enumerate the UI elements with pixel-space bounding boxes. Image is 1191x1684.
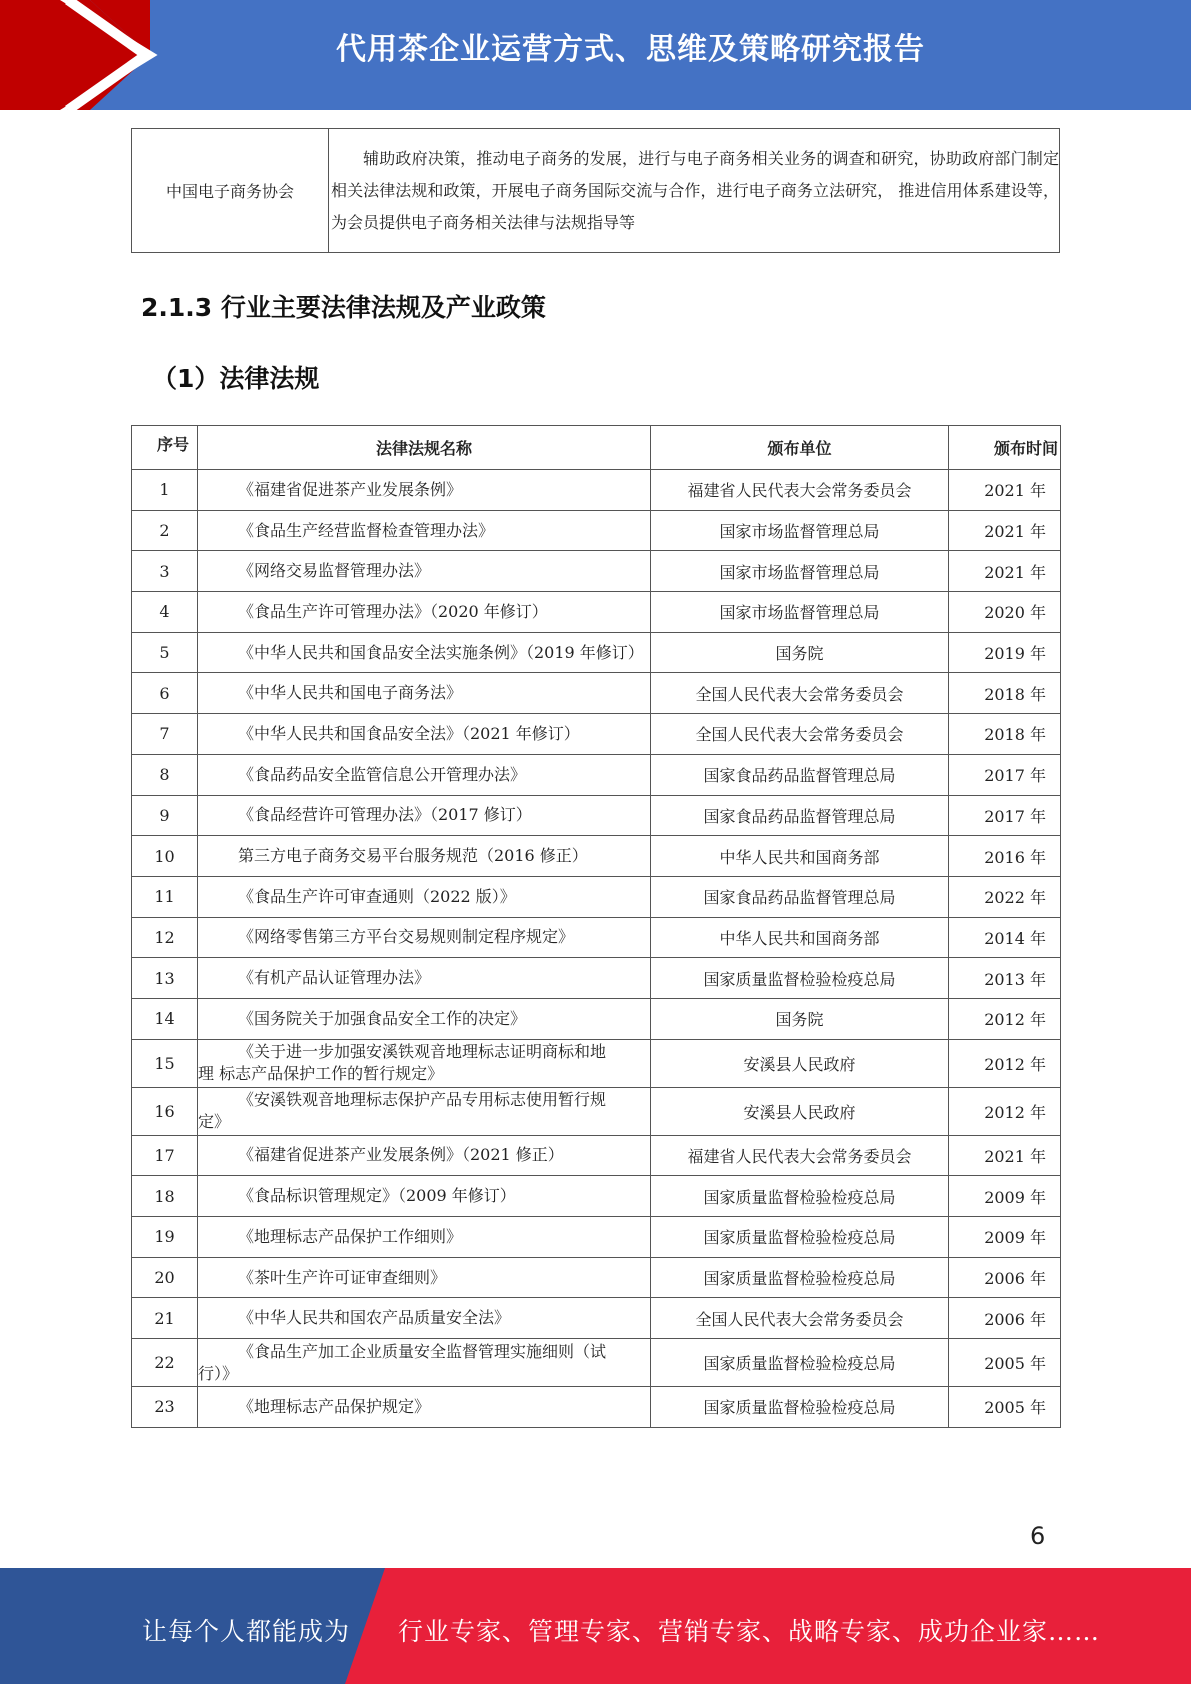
cell-no: 21 — [132, 1298, 198, 1339]
table-row — [132, 129, 1060, 253]
cell-issuer: 国家市场监督管理总局 — [651, 592, 949, 633]
cell-issuer: 全国人民代表大会常务委员会 — [651, 1298, 949, 1339]
cell-law-name — [198, 592, 651, 633]
cell-issuer: 福建省人民代表大会常务委员会 — [651, 1135, 949, 1176]
cell-issuer: 中华人民共和国商务部 — [651, 836, 949, 877]
footer-banner — [0, 1568, 1191, 1684]
cell-no: 5 — [132, 632, 198, 673]
document-title: 代用茶企业运营方式、思维及策略研究报告 — [336, 32, 925, 67]
cell-issuer: 国家质量监督检验检疫总局 — [651, 1217, 949, 1258]
law-name-text: 《中华人民共和国食品安全法》（2021 年修订） — [238, 723, 580, 743]
section-heading: 2.1.3 行业主要法律法规及产业政策 — [141, 293, 546, 322]
law-name-line: 理 标志产品保护工作的暂行规定》 — [198, 1064, 444, 1084]
cell-date: 2006 年 — [949, 1298, 1061, 1339]
cell-no: 16 — [132, 1087, 198, 1135]
table-row — [132, 592, 1061, 633]
table-row — [132, 1387, 1061, 1428]
cell-law-name — [198, 1387, 651, 1428]
cell-law-name — [198, 1298, 651, 1339]
cell-law-name — [198, 876, 651, 917]
cell-no: 22 — [132, 1339, 198, 1387]
cell-date: 2021 年 — [949, 510, 1061, 551]
table-row — [132, 470, 1061, 511]
cell-issuer: 国家市场监督管理总局 — [651, 551, 949, 592]
cell-law-name — [198, 1176, 651, 1217]
org-description-cell — [329, 129, 1060, 253]
cell-no: 3 — [132, 551, 198, 592]
law-name-text: 第三方电子商务交易平台服务规范（2016 修正） — [238, 846, 588, 866]
law-name-text: 《食品标识管理规定》（2009 年修订） — [238, 1186, 516, 1206]
table-row — [132, 958, 1061, 999]
cell-no: 23 — [132, 1387, 198, 1428]
table-row — [132, 917, 1061, 958]
law-name-text: 《福建省促进茶产业发展条例》（2021 修正） — [238, 1145, 564, 1165]
law-name-text: 《地理标志产品保护规定》 — [238, 1396, 431, 1416]
law-name-text: 《福建省促进茶产业发展条例》 — [238, 479, 463, 499]
cell-date: 2019 年 — [949, 632, 1061, 673]
cell-date: 2014 年 — [949, 917, 1061, 958]
table-row — [132, 1217, 1061, 1258]
law-name-line: 行）》 — [198, 1363, 239, 1383]
header-banner — [0, 0, 1191, 110]
cell-date: 2016 年 — [949, 836, 1061, 877]
table-row — [132, 632, 1061, 673]
cell-law-name — [198, 1217, 651, 1258]
cell-date: 2022 年 — [949, 876, 1061, 917]
cell-no: 20 — [132, 1257, 198, 1298]
cell-date: 2017 年 — [949, 795, 1061, 836]
law-name-text: 《中华人民共和国农产品质量安全法》 — [238, 1308, 511, 1328]
cell-law-name — [198, 1135, 651, 1176]
org-name-cell: 中国电子商务协会 — [132, 129, 329, 253]
law-name-text: 《食品经营许可管理办法》（2017 修订） — [238, 805, 532, 825]
table-row — [132, 876, 1061, 917]
cell-date: 2021 年 — [949, 551, 1061, 592]
cell-law-name — [198, 836, 651, 877]
table-row — [132, 1135, 1061, 1176]
cell-no: 19 — [132, 1217, 198, 1258]
law-name-text: 《食品药品安全监管信息公开管理办法》 — [238, 764, 527, 784]
cell-date: 2006 年 — [949, 1257, 1061, 1298]
cell-law-name — [198, 795, 651, 836]
cell-law-name — [198, 714, 651, 755]
cell-issuer: 全国人民代表大会常务委员会 — [651, 673, 949, 714]
law-name-text: 《网络交易监督管理办法》 — [238, 561, 431, 581]
table-row — [132, 795, 1061, 836]
cell-law-name — [198, 754, 651, 795]
cell-no: 12 — [132, 917, 198, 958]
cell-no: 7 — [132, 714, 198, 755]
cell-law-name — [198, 1039, 651, 1087]
table-header-row — [132, 426, 1061, 470]
law-name-text: 《食品生产经营监督检查管理办法》 — [238, 520, 495, 540]
cell-law-name — [198, 632, 651, 673]
cell-issuer: 国家质量监督检验检疫总局 — [651, 1387, 949, 1428]
law-name-text: 《茶叶生产许可证审查细则》 — [238, 1267, 447, 1287]
cell-date: 2021 年 — [949, 470, 1061, 511]
table-row — [132, 1039, 1061, 1087]
cell-date: 2005 年 — [949, 1387, 1061, 1428]
header-name: 法律法规名称 — [198, 426, 651, 470]
cell-law-name — [198, 510, 651, 551]
table-row — [132, 714, 1061, 755]
footer-slogan-right: 行业专家、管理专家、营销专家、战略专家、成功企业家…… — [398, 1617, 1101, 1646]
law-name-line: 定》 — [198, 1112, 231, 1132]
cell-date: 2012 年 — [949, 1039, 1061, 1087]
cell-law-name — [198, 470, 651, 511]
cell-no: 15 — [132, 1039, 198, 1087]
cell-law-name — [198, 673, 651, 714]
law-name-text: 《国务院关于加强食品安全工作的决定》 — [238, 1008, 527, 1028]
law-name-text: 《中华人民共和国电子商务法》 — [238, 683, 463, 703]
law-name-line: 《安溪铁观音地理标志保护产品专用标志使用暂行规 — [238, 1090, 607, 1110]
cell-date: 2012 年 — [949, 998, 1061, 1039]
law-name-text: 《地理标志产品保护工作细则》 — [238, 1226, 463, 1246]
table-row — [132, 836, 1061, 877]
cell-no: 13 — [132, 958, 198, 999]
header-date: 颁布时间 — [949, 426, 1061, 470]
cell-law-name — [198, 958, 651, 999]
cell-no: 1 — [132, 470, 198, 511]
cell-issuer: 国家食品药品监督管理总局 — [651, 795, 949, 836]
cell-no: 18 — [132, 1176, 198, 1217]
cell-no: 10 — [132, 836, 198, 877]
law-table — [131, 425, 1061, 1428]
cell-no: 11 — [132, 876, 198, 917]
cell-law-name — [198, 551, 651, 592]
table-row — [132, 998, 1061, 1039]
cell-date: 2021 年 — [949, 1135, 1061, 1176]
law-name-line: 《关于进一步加强安溪铁观音地理标志证明商标和地 — [238, 1042, 607, 1062]
cell-issuer: 国家质量监督检验检疫总局 — [651, 1257, 949, 1298]
cell-date: 2009 年 — [949, 1176, 1061, 1217]
cell-issuer: 国家市场监督管理总局 — [651, 510, 949, 551]
cell-law-name — [198, 1339, 651, 1387]
cell-date: 2018 年 — [949, 673, 1061, 714]
table-row — [132, 510, 1061, 551]
cell-date: 2009 年 — [949, 1217, 1061, 1258]
law-name-text: 《网络零售第三方平台交易规则制定程序规定》 — [238, 927, 575, 947]
cell-issuer: 安溪县人民政府 — [651, 1087, 949, 1135]
table-row — [132, 1087, 1061, 1135]
cell-date: 2012 年 — [949, 1087, 1061, 1135]
org-description: 辅助政府决策，推动电子商务的发展，进行与电子商务相关业务的调查和研究，协助政府部门制定相关法律法规和政策，开展电子商务国际交流与合作，进行电子商务立法研究， 推进信用体系建设等，为会员提供电子商务相关法律与法规指导等 — [331, 148, 1059, 232]
law-name-text: 《有机产品认证管理办法》 — [238, 968, 431, 988]
cell-issuer: 国家食品药品监督管理总局 — [651, 876, 949, 917]
header-no: 序号 — [132, 426, 198, 470]
cell-no: 6 — [132, 673, 198, 714]
table-row — [132, 754, 1061, 795]
footer-slogan-left: 让每个人都能成为 — [142, 1617, 351, 1646]
cell-no: 8 — [132, 754, 198, 795]
cell-law-name — [198, 1087, 651, 1135]
cell-no: 14 — [132, 998, 198, 1039]
cell-date: 2018 年 — [949, 714, 1061, 755]
cell-issuer: 国家质量监督检验检疫总局 — [651, 1176, 949, 1217]
cell-date: 2013 年 — [949, 958, 1061, 999]
cell-issuer: 安溪县人民政府 — [651, 1039, 949, 1087]
header-issuer: 颁布单位 — [651, 426, 949, 470]
cell-issuer: 国务院 — [651, 998, 949, 1039]
cell-issuer: 国家质量监督检验检疫总局 — [651, 958, 949, 999]
cell-date: 2005 年 — [949, 1339, 1061, 1387]
cell-issuer: 中华人民共和国商务部 — [651, 917, 949, 958]
subsection-heading: （1）法律法规 — [152, 364, 320, 393]
table-row — [132, 673, 1061, 714]
table-row — [132, 551, 1061, 592]
org-table — [131, 128, 1060, 253]
cell-issuer: 国家食品药品监督管理总局 — [651, 754, 949, 795]
table-row — [132, 1176, 1061, 1217]
law-name-text: 《中华人民共和国食品安全法实施条例》（2019 年修订） — [238, 642, 644, 662]
table-row — [132, 1298, 1061, 1339]
cell-no: 2 — [132, 510, 198, 551]
cell-law-name — [198, 998, 651, 1039]
cell-issuer: 全国人民代表大会常务委员会 — [651, 714, 949, 755]
law-name-text: 《食品生产许可管理办法》（2020 年修订） — [238, 601, 548, 621]
table-row — [132, 1257, 1061, 1298]
cell-no: 17 — [132, 1135, 198, 1176]
cell-law-name — [198, 1257, 651, 1298]
cell-issuer: 国家质量监督检验检疫总局 — [651, 1339, 949, 1387]
cell-date: 2017 年 — [949, 754, 1061, 795]
cell-issuer: 国务院 — [651, 632, 949, 673]
law-name-line: 《食品生产加工企业质量安全监督管理实施细则（试 — [238, 1341, 607, 1361]
cell-law-name — [198, 917, 651, 958]
table-row — [132, 1339, 1061, 1387]
cell-no: 4 — [132, 592, 198, 633]
page-number: 6 — [1030, 1522, 1046, 1550]
cell-issuer: 福建省人民代表大会常务委员会 — [651, 470, 949, 511]
cell-no: 9 — [132, 795, 198, 836]
law-name-text: 《食品生产许可审查通则（2022 版）》 — [238, 886, 516, 906]
cell-date: 2020 年 — [949, 592, 1061, 633]
